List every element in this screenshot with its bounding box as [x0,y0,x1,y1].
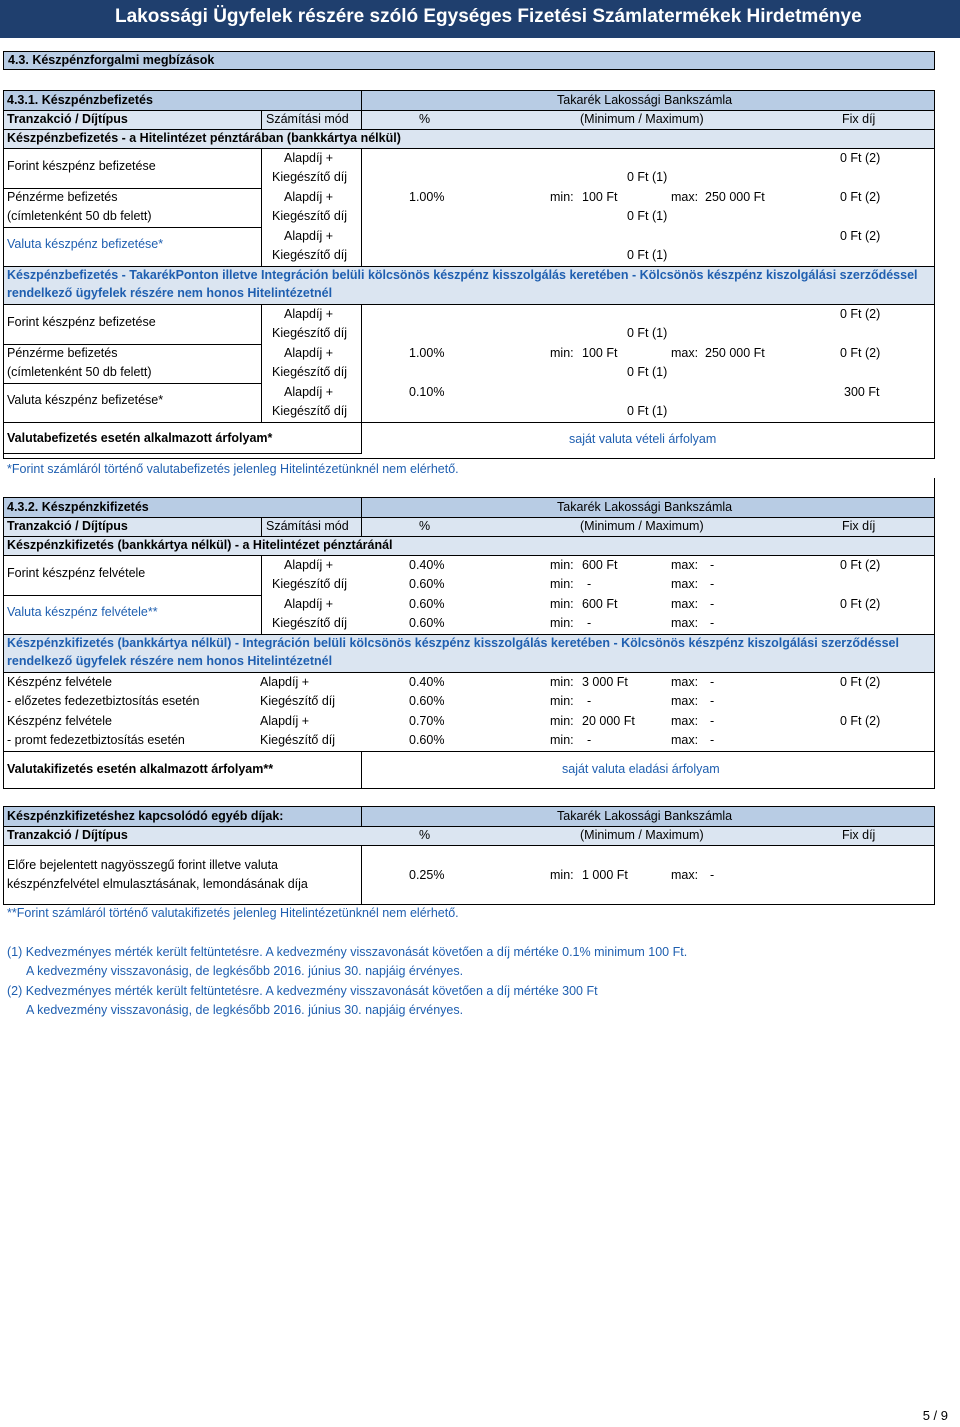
valuta-deposit-row [4,227,934,266]
withdraw-table [3,497,935,789]
extra-fee-label: Kiegészítő díj [272,616,348,630]
min-label: min: [550,346,574,360]
min-label: min: [550,733,574,747]
other-item-row [4,846,934,904]
base-fee-label: Alapdíj + [284,597,333,611]
max-label: max: [671,714,699,728]
pct-value: 0.60% [409,597,445,611]
col-fix: Fix díj [842,112,876,126]
valuta-deposit2-row [4,383,934,422]
max-label: max: [671,694,699,708]
min-value: 20 000 Ft [582,714,635,728]
pct-value: 0.10% [409,385,445,399]
col-minmax: (Minimum / Maximum) [580,828,704,842]
extra-fee-label: Kiegészítő díj [272,326,348,340]
col-pct: % [419,828,431,842]
withdraw-header-row [4,518,934,536]
withdraw-rate-row [4,752,934,788]
withdraw-group1: Készpénzkifizetés (bankkártya nélkül) - a Hitelintézet pénztáránál [7,538,393,552]
valuta-deposit-label: Valuta készpénz befizetése* [7,393,164,407]
fix-fee: 0 Ft (2) [840,714,881,728]
fix-fee: 0 Ft (2) [840,151,881,165]
pct-value: 0.60% [409,733,445,747]
deposit-rate-row [4,423,934,453]
max-label: max: [671,597,699,611]
min-label: min: [550,577,574,591]
withdraw-rate-label: Valutakifizetés esetén alkalmazott árfolyam** [7,762,274,776]
pct-value: 0.60% [409,694,445,708]
coin-deposit2-row [4,344,934,383]
base-fee-label: Alapdíj + [284,190,333,204]
max-value: 250 000 Ft [705,190,765,204]
max-value: - [710,733,715,747]
base-fee-label: Alapdíj + [260,675,309,689]
min-label: min: [550,868,574,882]
forint-deposit-row [4,149,934,188]
extra-fee-label: Kiegészítő díj [272,577,348,591]
forint-withdraw-row [4,556,934,595]
max-value: - [710,597,715,611]
cash-label: Készpénz felvétele [7,675,112,689]
max-label: max: [671,616,699,630]
fix-fee: 0 Ft (2) [840,190,881,204]
max-label: max: [671,190,699,204]
extra-fee-label: Kiegészítő díj [260,694,336,708]
other-title-row [4,807,934,826]
min-value: 600 Ft [582,558,618,572]
extra-fee: 0 Ft (1) [627,248,668,262]
base-fee-label: Alapdíj + [284,307,333,321]
col-calc: Számítási mód [266,112,349,126]
fix-fee: 0 Ft (2) [840,229,881,243]
max-value: - [710,577,715,591]
section-title: 4.3. Készpénzforgalmi megbízások [8,53,215,67]
deposit-group2-line2: rendelkező ügyfelek részére nem honos Hitelintézetnél [7,286,333,300]
cash-pre-label: - előzetes fedezetbiztosítás esetén [7,694,200,708]
deposit-table [3,90,935,459]
coin-deposit-sublabel: (címletenként 50 db felett) [7,365,152,379]
fix-fee: 0 Ft (2) [840,307,881,321]
cash-pre-row [4,673,934,712]
pct-value: 0.40% [409,675,445,689]
deposit-header-row [4,111,934,129]
col-fix: Fix díj [842,519,876,533]
withdraw-group1-row [4,537,934,555]
withdraw-title-row [4,498,934,517]
pct-value: 0.60% [409,616,445,630]
deposit-title: 4.3.1. Készpénzbefizetés [7,93,153,107]
base-fee-label: Alapdíj + [284,229,333,243]
min-value: 100 Ft [582,346,618,360]
max-label: max: [671,577,699,591]
max-value: - [710,714,715,728]
pct-value: 0.70% [409,714,445,728]
other-fees-table [3,806,935,905]
base-fee-label: Alapdíj + [284,346,333,360]
extra-fee: 0 Ft (1) [627,170,668,184]
col-transaction: Tranzakció / Díjtípus [7,828,128,842]
max-label: max: [671,558,699,572]
fix-fee: 0 Ft (2) [840,597,881,611]
col-pct: % [419,519,431,533]
coin-deposit-label: Pénzérme befizetés [7,346,118,360]
col-transaction: Tranzakció / Díjtípus [7,112,128,126]
max-label: max: [671,346,699,360]
min-value: - [587,733,592,747]
fix-fee: 0 Ft (2) [840,558,881,572]
max-value: 250 000 Ft [705,346,765,360]
deposit-rate-value: saját valuta vételi árfolyam [569,432,717,446]
base-fee-label: Alapdíj + [260,714,309,728]
other-item-line1: Előre bejelentett nagyösszegű forint illetve valuta [7,858,278,872]
cash-prompt-row [4,712,934,751]
forint-deposit-label: Forint készpénz befizetése [7,315,156,329]
min-value: - [587,616,592,630]
deposit-group1: Készpénzbefizetés - a Hitelintézet pénztárában (bankkártya nélkül) [7,131,401,145]
extra-fee-label: Kiegészítő díj [272,248,348,262]
forint-deposit-label: Forint készpénz befizetése [7,159,156,173]
coin-deposit-row [4,188,934,227]
withdraw-group2-line2: rendelkező ügyfelek részére nem honos Hitelintézetnél [7,654,333,668]
withdraw-title: 4.3.2. Készpénzkifizetés [7,500,149,514]
deposit-title-row [4,91,934,110]
min-value: 3 000 Ft [582,675,628,689]
min-label: min: [550,597,574,611]
extra-fee: 0 Ft (1) [627,404,668,418]
fix-fee: 0 Ft (2) [840,346,881,360]
max-value: - [710,616,715,630]
min-label: min: [550,616,574,630]
withdraw-rate-value: saját valuta eladási árfolyam [562,762,720,776]
account-header: Takarék Lakossági Bankszámla [557,93,733,107]
deposit-group2-line1: Készpénzbefizetés - TakarékPonton illetve Integráción belüli kölcsönös készpénz kisszolgálás keretében - Kölcsönös készpénz kiszolgálási szerződéssel [7,268,918,282]
footnote-1-validity: A kedvezmény visszavonásig, de legkésőbb 2016. június 30. napjáig érvényes. [26,964,464,978]
col-pct: % [419,112,431,126]
pct-value: 0.25% [409,868,445,882]
valuta-deposit-label: Valuta készpénz befizetése* [7,237,164,251]
min-label: min: [550,694,574,708]
cash-label: Készpénz felvétele [7,714,112,728]
extra-fee-label: Kiegészítő díj [272,365,348,379]
max-label: max: [671,868,699,882]
cash-prompt-label: - promt fedezetbiztosítás esetén [7,733,185,747]
extra-fee-label: Kiegészítő díj [272,209,348,223]
max-value: - [710,694,715,708]
extra-fee-label: Kiegészítő díj [272,170,348,184]
withdraw-group2-row [4,635,934,672]
other-title: Készpénzkifizetéshez kapcsolódó egyéb díjak: [7,809,284,823]
pct-value: 1.00% [409,190,445,204]
max-value: - [710,675,715,689]
withdraw-group2-line1: Készpénzkifizetés (bankkártya nélkül) - Integráción belüli kölcsönös készpénz kisszolgálás keretében - Kölcsönös készpénz kiszolgálási szerződéssel [7,636,899,650]
other-note: **Forint számláról történő valutakifizetés jelenleg Hitelintézetünknél nem elérhető. [7,906,459,920]
page-number: 5 / 9 [922,1408,948,1423]
forint-deposit2-row [4,305,934,344]
extra-fee: 0 Ft (1) [627,209,668,223]
fix-fee: 300 Ft [844,385,880,399]
coin-deposit-sublabel: (címletenként 50 db felett) [7,209,152,223]
min-value: - [587,577,592,591]
valuta-withdraw-row [4,595,934,634]
coin-deposit-label: Pénzérme befizetés [7,190,118,204]
deposit-group2-row [4,267,934,304]
pct-value: 0.60% [409,577,445,591]
section-band [3,51,935,70]
footnote-1: (1) Kedvezményes mérték került feltüntetésre. A kedvezmény visszavonását követően a díj mértéke 0.1% minimum 100 Ft. [7,945,688,959]
pct-value: 1.00% [409,346,445,360]
footnote-2-validity: A kedvezmény visszavonásig, de legkésőbb 2016. június 30. napjáig érvényes. [26,1003,464,1017]
base-fee-label: Alapdíj + [284,385,333,399]
extra-fee: 0 Ft (1) [627,326,668,340]
deposit-group1-row [4,130,934,148]
account-header: Takarék Lakossági Bankszámla [557,809,733,823]
footnote-2: (2) Kedvezményes mérték került feltüntetésre. A kedvezmény visszavonását követően a díj mértéke 300 Ft [7,984,598,998]
deposit-rate-label: Valutabefizetés esetén alkalmazott árfolyam* [7,431,273,445]
forint-withdraw-label: Forint készpénz felvétele [7,566,146,580]
col-minmax: (Minimum / Maximum) [580,112,704,126]
extra-fee: 0 Ft (1) [627,365,668,379]
max-label: max: [671,733,699,747]
min-value: - [587,694,592,708]
other-header-row [4,827,934,845]
base-fee-label: Alapdíj + [284,558,333,572]
col-minmax: (Minimum / Maximum) [580,519,704,533]
base-fee-label: Alapdíj + [284,151,333,165]
other-item-line2: készpénzfelvétel elmulasztásának, lemondásának díja [7,877,308,891]
pct-value: 0.40% [409,558,445,572]
page-title: Lakossági Ügyfelek részére szóló Egységes Fizetési Számlatermékek Hirdetménye [115,6,862,27]
max-label: max: [671,675,699,689]
fix-fee: 0 Ft (2) [840,675,881,689]
extra-fee-label: Kiegészítő díj [272,404,348,418]
deposit-note: *Forint számláról történő valutabefizetés jelenleg Hitelintézetünknél nem elérhető. [7,462,459,476]
max-value: - [710,868,715,882]
min-label: min: [550,190,574,204]
min-label: min: [550,714,574,728]
valuta-withdraw-label: Valuta készpénz felvétele** [7,605,158,619]
min-label: min: [550,675,574,689]
min-value: 600 Ft [582,597,618,611]
min-label: min: [550,558,574,572]
min-value: 100 Ft [582,190,618,204]
col-calc: Számítási mód [266,519,349,533]
account-header: Takarék Lakossági Bankszámla [557,500,733,514]
max-value: - [710,558,715,572]
col-transaction: Tranzakció / Díjtípus [7,519,128,533]
col-fix: Fix díj [842,828,876,842]
extra-fee-label: Kiegészítő díj [260,733,336,747]
min-value: 1 000 Ft [582,868,628,882]
